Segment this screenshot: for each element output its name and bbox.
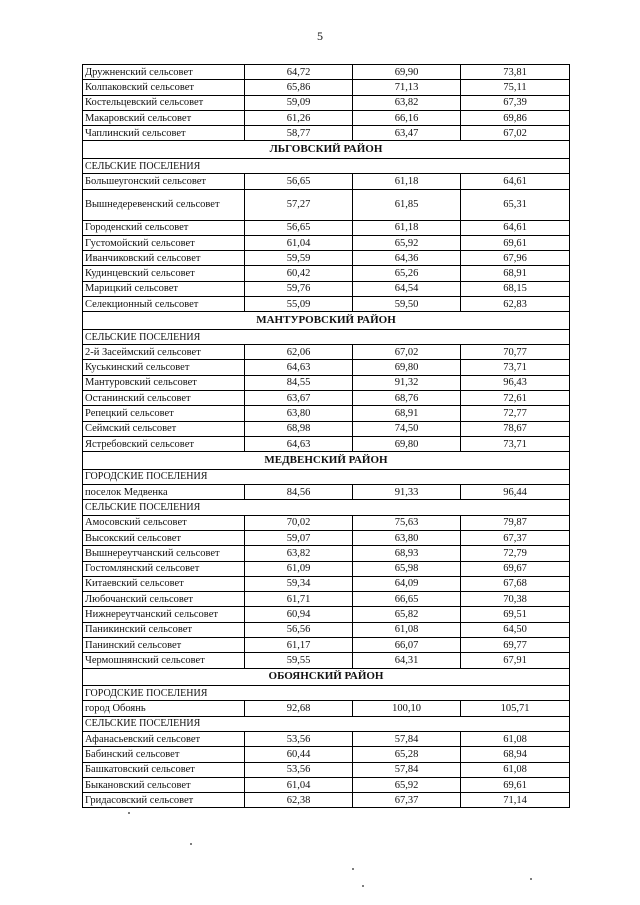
scan-speck — [352, 868, 354, 870]
value-cell: 67,37 — [461, 530, 570, 545]
settlement-type-label: СЕЛЬСКИЕ ПОСЕЛЕНИЯ — [83, 500, 570, 515]
value-cell: 61,18 — [353, 174, 461, 189]
value-cell: 69,61 — [461, 235, 570, 250]
settlement-name: Чаплинский сельсовет — [83, 126, 245, 141]
table-row — [83, 701, 570, 716]
table-row — [83, 266, 570, 281]
value-cell: 59,76 — [245, 281, 353, 296]
value-cell: 59,34 — [245, 576, 353, 591]
settlement-name: Колпаковский сельсовет — [83, 80, 245, 95]
table-row — [83, 65, 570, 80]
value-cell: 64,63 — [245, 360, 353, 375]
value-cell: 61,08 — [461, 731, 570, 746]
value-cell: 65,82 — [353, 607, 461, 622]
settlement-name: Макаровский сельсовет — [83, 110, 245, 125]
value-cell: 75,11 — [461, 80, 570, 95]
settlement-type-row — [83, 716, 570, 731]
settlement-type-row — [83, 686, 570, 701]
settlement-name: Паникинский сельсовет — [83, 622, 245, 637]
value-cell: 67,37 — [353, 793, 461, 808]
settlement-name: Вышнереутчанский сельсовет — [83, 546, 245, 561]
settlement-name: Останинский сельсовет — [83, 391, 245, 406]
district-row — [83, 668, 570, 686]
settlement-name: Селекционный сельсовет — [83, 297, 245, 312]
settlement-name: Городенский сельсовет — [83, 220, 245, 235]
value-cell: 61,18 — [353, 220, 461, 235]
district-title: МЕДВЕНСКИЙ РАЙОН — [83, 452, 570, 470]
table-row — [83, 546, 570, 561]
settlement-name: город Обоянь — [83, 701, 245, 716]
table-row — [83, 406, 570, 421]
value-cell: 65,26 — [353, 266, 461, 281]
settlement-name: Марицкий сельсовет — [83, 281, 245, 296]
settlement-name: Иванчиковский сельсовет — [83, 251, 245, 266]
value-cell: 61,17 — [245, 638, 353, 653]
table-row — [83, 777, 570, 792]
settlement-name: Быкановский сельсовет — [83, 777, 245, 792]
table-row — [83, 375, 570, 390]
value-cell: 68,98 — [245, 421, 353, 436]
settlement-name: Костельцевский сельсовет — [83, 95, 245, 110]
value-cell: 59,59 — [245, 251, 353, 266]
settlement-name: Репецкий сельсовет — [83, 406, 245, 421]
value-cell: 73,81 — [461, 65, 570, 80]
settlement-type-label: СЕЛЬСКИЕ ПОСЕЛЕНИЯ — [83, 716, 570, 731]
value-cell: 64,54 — [353, 281, 461, 296]
value-cell: 59,09 — [245, 95, 353, 110]
table-row — [83, 622, 570, 637]
table-row — [83, 485, 570, 500]
table-row — [83, 653, 570, 668]
table-row — [83, 251, 570, 266]
settlement-name: Чермошнянский сельсовет — [83, 653, 245, 668]
value-cell: 68,91 — [461, 266, 570, 281]
value-cell: 65,28 — [353, 747, 461, 762]
settlement-name: Нижнереутчанский сельсовет — [83, 607, 245, 622]
settlement-name: Густомойский сельсовет — [83, 235, 245, 250]
table-row — [83, 174, 570, 189]
page-number: 5 — [317, 29, 323, 43]
value-cell: 67,02 — [353, 345, 461, 360]
value-cell: 59,50 — [353, 297, 461, 312]
value-cell: 78,67 — [461, 421, 570, 436]
value-cell: 65,86 — [245, 80, 353, 95]
settlement-name: Бабинский сельсовет — [83, 747, 245, 762]
settlement-type-row — [83, 500, 570, 515]
value-cell: 63,80 — [353, 530, 461, 545]
settlement-name: Большеугонский сельсовет — [83, 174, 245, 189]
value-cell: 60,44 — [245, 747, 353, 762]
value-cell: 65,31 — [461, 189, 570, 220]
value-cell: 64,61 — [461, 220, 570, 235]
value-cell: 69,80 — [353, 436, 461, 451]
settlement-name: Высокский сельсовет — [83, 530, 245, 545]
value-cell: 57,84 — [353, 731, 461, 746]
value-cell: 68,94 — [461, 747, 570, 762]
settlement-name: Сеймский сельсовет — [83, 421, 245, 436]
value-cell: 69,67 — [461, 561, 570, 576]
value-cell: 61,08 — [353, 622, 461, 637]
value-cell: 63,82 — [353, 95, 461, 110]
table-row — [83, 607, 570, 622]
value-cell: 61,71 — [245, 592, 353, 607]
table-row — [83, 592, 570, 607]
value-cell: 61,26 — [245, 110, 353, 125]
value-cell: 69,77 — [461, 638, 570, 653]
value-cell: 73,71 — [461, 436, 570, 451]
value-cell: 79,87 — [461, 515, 570, 530]
value-cell: 62,38 — [245, 793, 353, 808]
value-cell: 68,91 — [353, 406, 461, 421]
value-cell: 62,83 — [461, 297, 570, 312]
scan-speck — [128, 812, 130, 814]
value-cell: 69,90 — [353, 65, 461, 80]
table-body — [83, 65, 570, 808]
table-row — [83, 793, 570, 808]
value-cell: 66,65 — [353, 592, 461, 607]
settlement-type-label: ГОРОДСКИЕ ПОСЕЛЕНИЯ — [83, 686, 570, 701]
value-cell: 63,82 — [245, 546, 353, 561]
value-cell: 74,50 — [353, 421, 461, 436]
table-row — [83, 436, 570, 451]
value-cell: 64,50 — [461, 622, 570, 637]
district-title: ЛЬГОВСКИЙ РАЙОН — [83, 141, 570, 159]
value-cell: 61,04 — [245, 777, 353, 792]
value-cell: 64,61 — [461, 174, 570, 189]
value-cell: 64,72 — [245, 65, 353, 80]
settlement-type-label: СЕЛЬСКИЕ ПОСЕЛЕНИЯ — [83, 158, 570, 173]
value-cell: 61,09 — [245, 561, 353, 576]
value-cell: 67,96 — [461, 251, 570, 266]
value-cell: 62,06 — [245, 345, 353, 360]
value-cell: 69,51 — [461, 607, 570, 622]
table-row — [83, 345, 570, 360]
value-cell: 69,61 — [461, 777, 570, 792]
value-cell: 96,43 — [461, 375, 570, 390]
scan-speck — [362, 885, 364, 887]
value-cell: 72,77 — [461, 406, 570, 421]
value-cell: 68,15 — [461, 281, 570, 296]
table-row — [83, 421, 570, 436]
table-row — [83, 360, 570, 375]
value-cell: 75,63 — [353, 515, 461, 530]
settlement-name: Башкатовский сельсовет — [83, 762, 245, 777]
table-row — [83, 189, 570, 220]
value-cell: 59,55 — [245, 653, 353, 668]
table-row — [83, 576, 570, 591]
table-row — [83, 731, 570, 746]
table-row — [83, 530, 570, 545]
value-cell: 67,91 — [461, 653, 570, 668]
table-row — [83, 297, 570, 312]
value-cell: 84,56 — [245, 485, 353, 500]
value-cell: 72,79 — [461, 546, 570, 561]
value-cell: 96,44 — [461, 485, 570, 500]
value-cell: 53,56 — [245, 731, 353, 746]
value-cell: 68,76 — [353, 391, 461, 406]
district-row — [83, 141, 570, 159]
value-cell: 67,68 — [461, 576, 570, 591]
value-cell: 65,98 — [353, 561, 461, 576]
value-cell: 59,07 — [245, 530, 353, 545]
value-cell: 72,61 — [461, 391, 570, 406]
value-cell: 71,14 — [461, 793, 570, 808]
value-cell: 70,02 — [245, 515, 353, 530]
value-cell: 63,47 — [353, 126, 461, 141]
value-cell: 64,09 — [353, 576, 461, 591]
value-cell: 100,10 — [353, 701, 461, 716]
value-cell: 58,77 — [245, 126, 353, 141]
settlement-name: Афанасьевский сельсовет — [83, 731, 245, 746]
settlement-name: Дружненский сельсовет — [83, 65, 245, 80]
table-row — [83, 281, 570, 296]
settlement-type-label: СЕЛЬСКИЕ ПОСЕЛЕНИЯ — [83, 329, 570, 344]
tariff-table — [82, 64, 570, 808]
settlement-name: поселок Медвенка — [83, 485, 245, 500]
settlement-name: Кудинцевский сельсовет — [83, 266, 245, 281]
settlement-name: Гостомлянский сельсовет — [83, 561, 245, 576]
settlement-name: Куськинский сельсовет — [83, 360, 245, 375]
settlement-type-row — [83, 469, 570, 484]
value-cell: 66,07 — [353, 638, 461, 653]
value-cell: 61,04 — [245, 235, 353, 250]
value-cell: 56,65 — [245, 220, 353, 235]
settlement-name: Вышнедеревенский сельсовет — [83, 189, 245, 220]
value-cell: 67,39 — [461, 95, 570, 110]
value-cell: 64,36 — [353, 251, 461, 266]
district-row — [83, 312, 570, 330]
settlement-name: Китаевский сельсовет — [83, 576, 245, 591]
value-cell: 64,63 — [245, 436, 353, 451]
value-cell: 64,31 — [353, 653, 461, 668]
table-row — [83, 515, 570, 530]
value-cell: 61,85 — [353, 189, 461, 220]
settlement-name: Ястребовский сельсовет — [83, 436, 245, 451]
settlement-type-row — [83, 158, 570, 173]
value-cell: 57,27 — [245, 189, 353, 220]
value-cell: 55,09 — [245, 297, 353, 312]
value-cell: 105,71 — [461, 701, 570, 716]
value-cell: 63,80 — [245, 406, 353, 421]
table-row — [83, 110, 570, 125]
settlement-name: Любочанский сельсовет — [83, 592, 245, 607]
settlement-type-label: ГОРОДСКИЕ ПОСЕЛЕНИЯ — [83, 469, 570, 484]
value-cell: 70,38 — [461, 592, 570, 607]
value-cell: 68,93 — [353, 546, 461, 561]
value-cell: 71,13 — [353, 80, 461, 95]
table-row — [83, 220, 570, 235]
value-cell: 56,56 — [245, 622, 353, 637]
value-cell: 84,55 — [245, 375, 353, 390]
table-row — [83, 80, 570, 95]
table-row — [83, 95, 570, 110]
value-cell: 61,08 — [461, 762, 570, 777]
value-cell: 67,02 — [461, 126, 570, 141]
value-cell: 56,65 — [245, 174, 353, 189]
value-cell: 73,71 — [461, 360, 570, 375]
value-cell: 60,94 — [245, 607, 353, 622]
table-row — [83, 561, 570, 576]
settlement-name: Панинский сельсовет — [83, 638, 245, 653]
value-cell: 57,84 — [353, 762, 461, 777]
value-cell: 69,86 — [461, 110, 570, 125]
settlement-name: Амосовский сельсовет — [83, 515, 245, 530]
value-cell: 65,92 — [353, 777, 461, 792]
table-row — [83, 126, 570, 141]
scan-speck — [530, 878, 532, 880]
scan-speck — [190, 843, 192, 845]
settlement-name: Мантуровский сельсовет — [83, 375, 245, 390]
value-cell: 91,32 — [353, 375, 461, 390]
district-row — [83, 452, 570, 470]
value-cell: 53,56 — [245, 762, 353, 777]
settlement-name: Гридасовский сельсовет — [83, 793, 245, 808]
value-cell: 91,33 — [353, 485, 461, 500]
table-row — [83, 638, 570, 653]
value-cell: 92,68 — [245, 701, 353, 716]
value-cell: 69,80 — [353, 360, 461, 375]
table-row — [83, 235, 570, 250]
table-row — [83, 391, 570, 406]
district-title: ОБОЯНСКИЙ РАЙОН — [83, 668, 570, 686]
table-row — [83, 762, 570, 777]
value-cell: 66,16 — [353, 110, 461, 125]
district-title: МАНТУРОВСКИЙ РАЙОН — [83, 312, 570, 330]
value-cell: 63,67 — [245, 391, 353, 406]
settlement-name: 2-й Засеймский сельсовет — [83, 345, 245, 360]
value-cell: 65,92 — [353, 235, 461, 250]
value-cell: 60,42 — [245, 266, 353, 281]
value-cell: 70,77 — [461, 345, 570, 360]
settlement-type-row — [83, 329, 570, 344]
table-row — [83, 747, 570, 762]
